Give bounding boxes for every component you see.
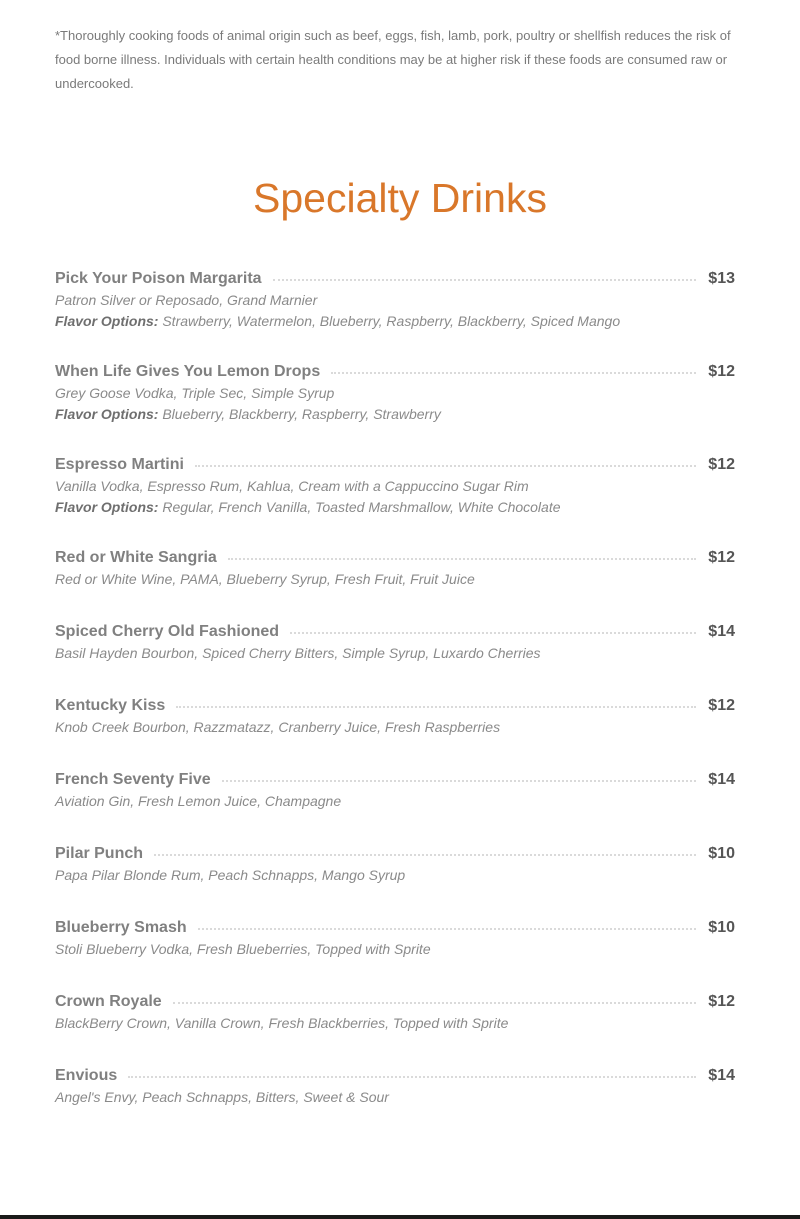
dotted-leader <box>154 854 696 856</box>
dotted-leader <box>273 279 697 281</box>
menu-item-description: Basil Hayden Bourbon, Spiced Cherry Bitters, Simple Syrup, Luxardo Cherries <box>55 645 541 661</box>
menu-item-header <box>55 361 735 383</box>
menu-item-name: Pick Your Poison Margarita <box>55 270 262 287</box>
dotted-leader <box>222 780 697 782</box>
menu-item-flavor-options <box>55 497 735 518</box>
menu-item-flavor-options <box>55 311 735 332</box>
drinks-menu-list <box>55 268 735 1139</box>
dotted-leader <box>128 1076 696 1078</box>
menu-item-description: Angel's Envy, Peach Schnapps, Bitters, Sweet & Sour <box>55 1089 389 1105</box>
menu-item-price: $12 <box>708 456 735 473</box>
flavor-options-values: Regular, French Vanilla, Toasted Marshmallow, White Chocolate <box>162 499 561 515</box>
menu-item-header <box>55 454 735 476</box>
menu-item <box>55 454 735 518</box>
menu-item-header <box>55 621 735 643</box>
flavor-options-values: Strawberry, Watermelon, Blueberry, Raspberry, Blackberry, Spiced Mango <box>162 313 621 329</box>
flavor-options-values: Blueberry, Blackberry, Raspberry, Strawberry <box>162 406 441 422</box>
menu-item-name: Kentucky Kiss <box>55 697 166 714</box>
section-title: Specialty Drinks <box>253 175 547 221</box>
menu-item-header <box>55 917 735 939</box>
menu-item-description: Knob Creek Bourbon, Razzmatazz, Cranberry Juice, Fresh Raspberries <box>55 719 501 735</box>
menu-item-price: $12 <box>708 363 735 380</box>
menu-item <box>55 917 735 960</box>
menu-item <box>55 268 735 332</box>
menu-item <box>55 361 735 425</box>
menu-item-price: $14 <box>708 771 735 788</box>
dotted-leader <box>198 928 697 930</box>
menu-item-flavor-options <box>55 404 735 425</box>
menu-item-header <box>55 1065 735 1087</box>
menu-item-description: Red or White Wine, PAMA, Blueberry Syrup, Fresh Fruit, Fruit Juice <box>55 571 475 587</box>
menu-item <box>55 991 735 1034</box>
menu-item-price: $10 <box>708 845 735 862</box>
menu-item-name: Crown Royale <box>55 993 162 1010</box>
flavor-options-label: Flavor Options: <box>55 406 159 422</box>
menu-item-name: When Life Gives You Lemon Drops <box>55 363 321 380</box>
menu-item-name: Espresso Martini <box>55 456 184 473</box>
menu-item-header <box>55 547 735 569</box>
dotted-leader <box>228 558 697 560</box>
menu-item <box>55 769 735 812</box>
dotted-leader <box>290 632 696 634</box>
menu-item-price: $12 <box>708 697 735 714</box>
menu-item-price: $13 <box>708 270 735 287</box>
food-safety-disclaimer: *Thoroughly cooking foods of animal origin such as beef, eggs, fish, lamb, pork, poultry or shellfish reduces the risk of food borne illness. Individuals with certain health conditions may be at higher risk if these foods are consumed raw or undercooked. <box>55 28 731 91</box>
footer-bar <box>0 1215 800 1219</box>
menu-item-price: $14 <box>708 1067 735 1084</box>
dotted-leader <box>331 372 696 374</box>
dotted-leader <box>173 1002 697 1004</box>
menu-item <box>55 843 735 886</box>
menu-item <box>55 1065 735 1108</box>
menu-item <box>55 621 735 664</box>
menu-item <box>55 695 735 738</box>
menu-item-price: $10 <box>708 919 735 936</box>
menu-item-description: Patron Silver or Reposado, Grand Marnier <box>55 292 318 308</box>
menu-item-description: Stoli Blueberry Vodka, Fresh Blueberries, Topped with Sprite <box>55 941 431 957</box>
menu-item-name: Spiced Cherry Old Fashioned <box>55 623 280 640</box>
menu-item-name: Red or White Sangria <box>55 549 217 566</box>
flavor-options-label: Flavor Options: <box>55 313 159 329</box>
menu-item-header <box>55 843 735 865</box>
menu-item-description: Papa Pilar Blonde Rum, Peach Schnapps, Mango Syrup <box>55 867 406 883</box>
menu-item-header <box>55 695 735 717</box>
menu-item-header <box>55 268 735 290</box>
menu-item-name: Envious <box>55 1067 118 1084</box>
menu-item-header <box>55 769 735 791</box>
menu-item-description: BlackBerry Crown, Vanilla Crown, Fresh Blackberries, Topped with Sprite <box>55 1015 509 1031</box>
menu-item <box>55 547 735 590</box>
menu-item-name: Blueberry Smash <box>55 919 187 936</box>
menu-item-description: Aviation Gin, Fresh Lemon Juice, Champagne <box>55 793 342 809</box>
menu-item-description: Grey Goose Vodka, Triple Sec, Simple Syrup <box>55 385 335 401</box>
dotted-leader <box>195 465 696 467</box>
menu-item-price: $12 <box>708 549 735 566</box>
menu-item-price: $14 <box>708 623 735 640</box>
menu-item-header <box>55 991 735 1013</box>
menu-item-price: $12 <box>708 993 735 1010</box>
dotted-leader <box>176 706 696 708</box>
flavor-options-label: Flavor Options: <box>55 499 159 515</box>
menu-item-name: Pilar Punch <box>55 845 144 862</box>
menu-item-name: French Seventy Five <box>55 771 211 788</box>
menu-item-description: Vanilla Vodka, Espresso Rum, Kahlua, Cream with a Cappuccino Sugar Rim <box>55 478 529 494</box>
